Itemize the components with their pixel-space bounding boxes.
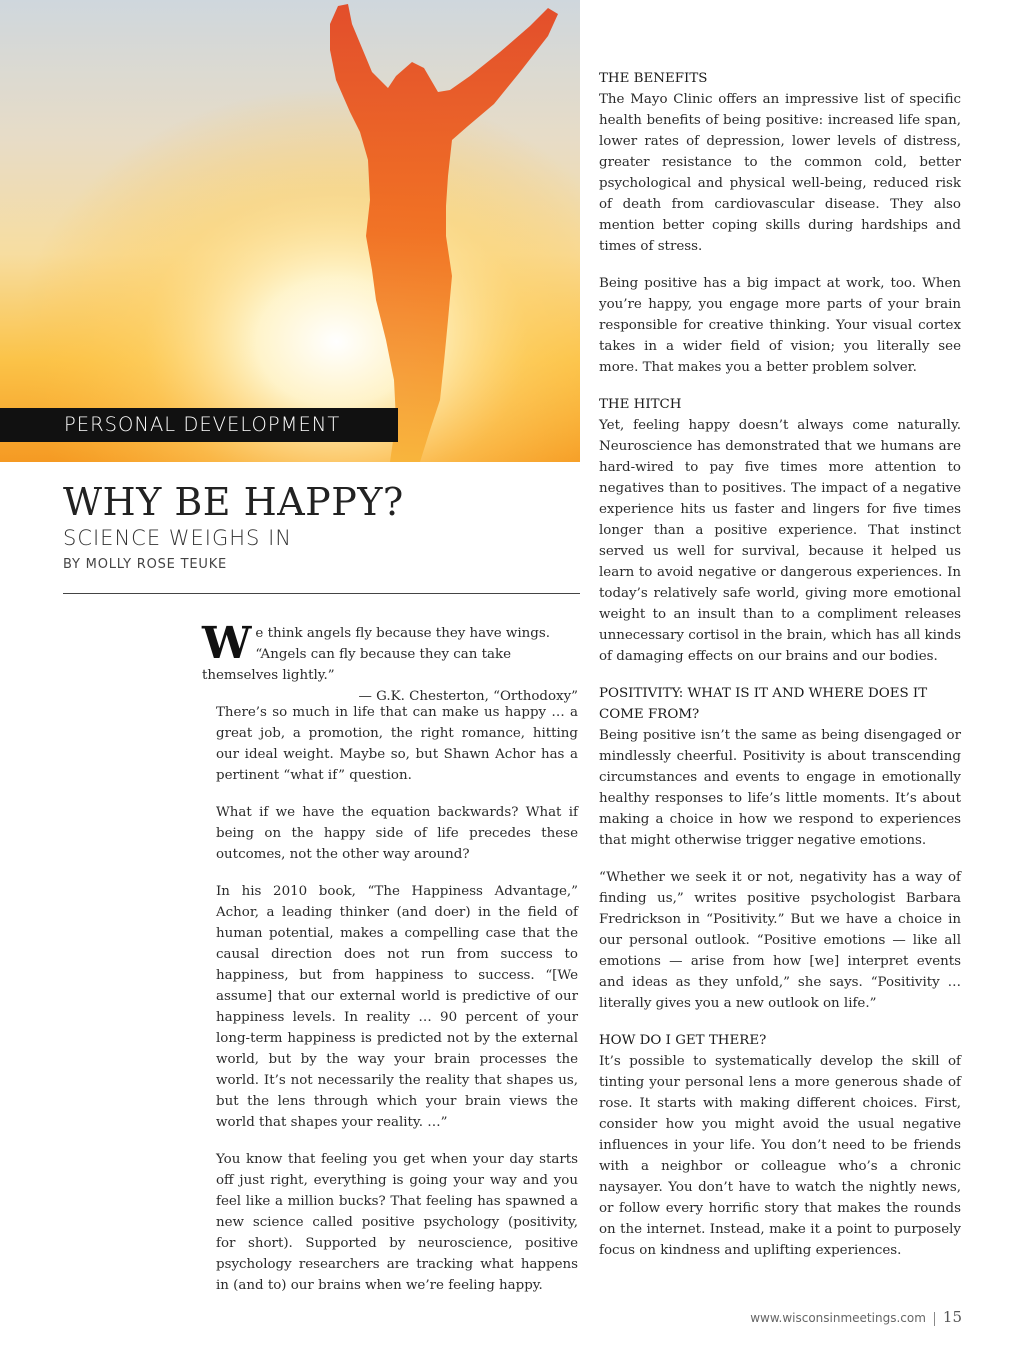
heading-how: HOW DO I GET THERE?	[599, 1033, 767, 1048]
page-footer	[750, 1308, 962, 1326]
section-label: PERSONAL DEVELOPMENT	[0, 408, 398, 442]
paragraph: In his 2010 book, “The Happiness Advantage,” Achor, a leading thinker (and doer) in the field of human potential, makes a compelling case that the causal direction does not run from success to happiness, but from happiness to success. “[We assume] that our external world is predictive of our happiness levels. In reality … 90 percent of your long-term happiness is predicted not by the external world, but by the way your brain processes the world. It’s not necessarily the reality that shapes us, but the lens through which your brain views the world that shapes your reality. …”	[216, 884, 578, 1130]
paragraph: Being positive isn’t the same as being disengaged or mindlessly cheerful. Positivity is about transcending circumstances and events to engage in emotionally healthy responses to life’s little moments. It’s about making a choice in how we respond to experiences that might otherwise trigger negative emotions.	[599, 728, 961, 848]
website-link[interactable]: www.wisconsinmeetings.com	[750, 1311, 926, 1325]
footer-separator	[934, 1312, 935, 1326]
heading-positivity: POSITIVITY: WHAT IS IT AND WHERE DOES IT COME FROM?	[599, 686, 928, 722]
right-column	[599, 68, 961, 1277]
hero-image	[0, 0, 580, 462]
heading-hitch: THE HITCH	[599, 397, 682, 412]
paragraph: Yet, feeling happy doesn’t always come naturally. Neuroscience has demonstrated that we humans are hard-wired to pay five times more attention to negatives than to positives. The impact of a negative experience hits us faster and lingers for five times longer than a positive experience. That instinct served us well for survival, because it helped us learn to avoid negative or dangerous experiences. In today’s relatively safe world, giving more emotional weight to an insult than to a compliment releases unnecessary cortisol in the brain, which has all kinds of damaging effects on our brains and our bodies.	[599, 418, 961, 664]
paragraph: Being positive has a big impact at work, too. When you’re happy, you engage more parts of your brain responsible for creative thinking. Your visual cortex takes in a wider field of vision; you literally see more. That makes you a better problem solver.	[599, 276, 961, 375]
paragraph: There’s so much in life that can make us happy … a great job, a promotion, the right romance, hitting our ideal weight. Maybe so, but Shawn Achor has a pertinent “what if” question.	[216, 705, 578, 783]
quote-attribution: — G.K. Chesterton, “Orthodoxy”	[358, 689, 578, 704]
quote-text: e think angels fly because they have wings. “Angels can fly because they can take themselves lightly.”	[202, 626, 550, 683]
page-number: 15	[942, 1308, 962, 1326]
hero-illustration	[0, 0, 580, 462]
paragraph: It’s possible to systematically develop the skill of tinting your personal lens a more generous shade of rose. It starts with making different choices. First, consider how you might avoid the usual negative influences in your life. You don’t need to be friends with a neighbor or colleague who’s a chronic naysayer. You don’t have to watch the nightly news, or follow every horrific story that makes the rounds on the internet. Instead, make it a point to purposely focus on kindness and uplifting experiences.	[599, 1054, 961, 1258]
left-column	[216, 702, 578, 1312]
paragraph: “Whether we seek it or not, negativity has a way of finding us,” writes positive psychologist Barbara Fredrickson in “Positivity.” But we have a choice in our personal outlook. “Positive emotions — like all emotions — arise from how [we] interpret events and ideas as they unfold,” she says. “Positivity … literally gives you a new outlook on life.”	[599, 870, 961, 1011]
epigraph-quote	[202, 618, 578, 707]
title-divider	[63, 593, 580, 594]
paragraph: What if we have the equation backwards? What if being on the happy side of life precedes these outcomes, not the other way around?	[216, 805, 578, 862]
article-title: WHY BE HAPPY?	[63, 480, 404, 524]
paragraph: The Mayo Clinic offers an impressive list of specific health benefits of being positive: increased life span, lower rates of depression, lower levels of distress, greater resistance to the common cold, better psychological and physical well-being, reduced risk of death from cardiovascular disease. They also mention better coping skills during hardships and times of stress.	[599, 92, 961, 254]
paragraph: You know that feeling you get when your day starts off just right, everything is going your way and you feel like a million bucks? That feeling has spawned a new science called positive psychology (positivity, for short). Supported by neuroscience, positive psychology researchers are tracking what happens in (and to) our brains when we’re feeling happy.	[216, 1152, 578, 1293]
drop-cap: W	[202, 618, 252, 669]
heading-benefits: THE BENEFITS	[599, 71, 708, 86]
article-subtitle: SCIENCE WEIGHS IN	[63, 526, 292, 550]
author-byline: BY MOLLY ROSE TEUKE	[63, 557, 228, 572]
